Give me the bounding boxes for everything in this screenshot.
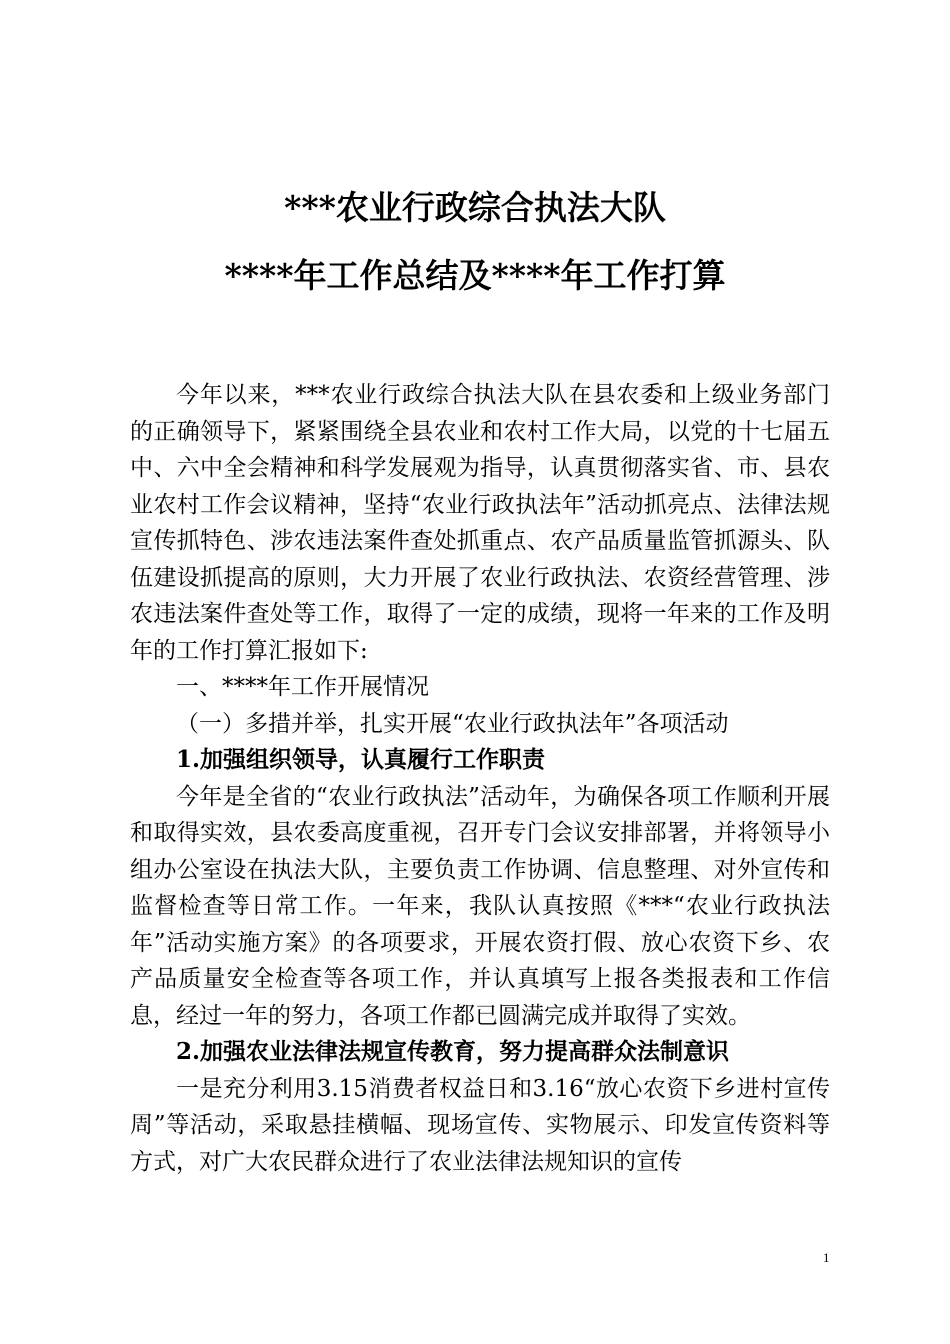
page-number: 1 [823, 1250, 830, 1265]
item-heading-1: 1.加强组织领导，认真履行工作职责 [176, 746, 546, 773]
item-paragraph-2: 一是充分利用3.15消费者权益日和3.16“放心农资下乡进村宣传周”等活动，采取悬挂横幅、现场宣传、实物展示、印发宣传资料等方式，对广大农民群众进行了农业法律法规知识的宣传 [130, 1075, 830, 1175]
intro-paragraph: 今年以来，***农业行政综合执法大队在县农委和上级业务部门的正确领导下，紧紧围绕全县农业和农村工作大局，以党的十七届五中、六中全会精神和科学发展观为指导，认真贯彻落实省、市、县农业农村工作会议精神，坚持“农业行政执法年”活动抓亮点、法律法规宣传抓特色、涉农违法案件查处抓重点、农产品质量监管抓源头、队伍建设抓提高的原则，大力开展了农业行政执法、农资经营管理、涉农违法案件查处等工作，取得了一定的成绩，现将一年来的工作及明年的工作打算汇报如下: [130, 382, 830, 664]
item-heading-2: 2.加强农业法律法规宣传教育，努力提高群众法制意识 [176, 1038, 730, 1065]
document-title-line1: ***农业行政综合执法大队 [284, 188, 666, 227]
document-title-line2: ****年工作总结及****年工作打算 [224, 256, 726, 295]
document-body [130, 377, 830, 1180]
item-paragraph-1: 今年是全省的“农业行政执法”活动年，为确保各项工作顺利开展和取得实效，县农委高度重视，召开专门会议安排部署，并将领导小组办公室设在执法大队，主要负责工作协调、信息整理、对外宣传和监督检查等日常工作。一年来，我队认真按照《***“农业行政执法年”活动实施方案》的各项要求，开展农资打假、放心农资下乡、农产品质量安全检查等各项工作，并认真填写上报各类报表和工作信息，经过一年的努力，各项工作都已圆满完成并取得了实效。 [130, 783, 830, 1029]
section-heading: 一、****年工作开展情况 [176, 674, 429, 700]
subsection-heading: （一）多措并举，扎实开展“农业行政执法年”各项活动 [176, 710, 729, 737]
